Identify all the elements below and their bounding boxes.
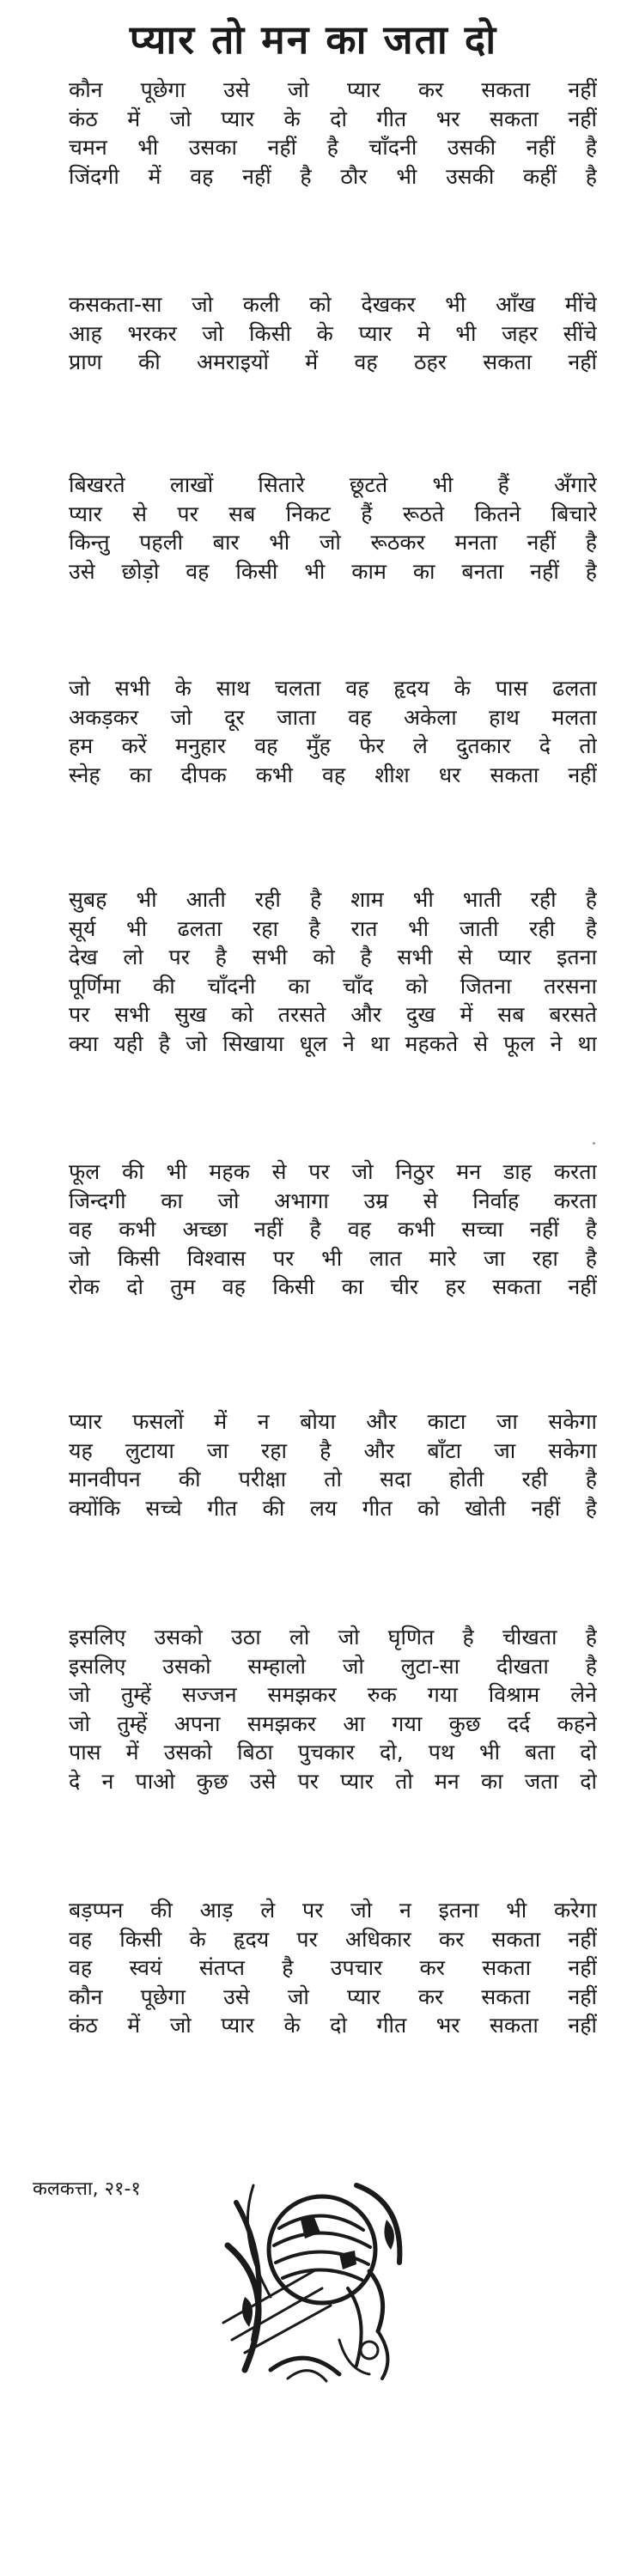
poem-line: जो तुम्हें सज्जन समझकर रुक गया विश्राम लेने <box>69 1682 597 1707</box>
poem-line: मानवीपन की परीक्षा तो सदा होती रही है <box>69 1467 597 1492</box>
poem-line: यह लुटाया जा रहा है और बाँटा जा सकेगा <box>69 1437 597 1463</box>
poem-line: सुबह भी आती रही है शाम भी भाती रही है <box>69 887 597 912</box>
poem-line: जो तुम्हें अपना समझकर आ गया कुछ दर्द कहने <box>69 1710 597 1736</box>
poem-line: सूर्य भी ढलता रहा है रात भी जाती रही है <box>69 915 597 941</box>
dateline: कलकत्ता, २१-१ <box>33 2178 141 2200</box>
poem-line: क्योंकि सच्चे गीत की लय गीत को खोती नहीं है <box>69 1495 597 1521</box>
poem-title: प्यार तो मन का जता दो <box>129 16 498 63</box>
poem-line: कौन पूछेगा उसे जो प्यार कर सकता नहीं <box>69 1984 597 2009</box>
poem-line: आह भरकर जो किसी के प्यार मे भी जहर सींचे <box>69 320 597 346</box>
poem-line: वह कभी अच्छा नहीं है वह कभी सच्चा नहीं है <box>69 1217 597 1242</box>
poem-line: जो किसी विश्वास पर भी लात मारे जा रहा है <box>69 1245 597 1271</box>
stanza-6 <box>69 1157 597 1302</box>
poem-line: रोक दो तुम वह किसी का चीर हर सकता नहीं <box>69 1274 597 1299</box>
stanza-8 <box>69 1623 597 1795</box>
poem-line: बड़प्पन की आड़ ले पर जो न इतना भी करेगा <box>69 1898 597 1923</box>
poem-line: क्या यही है जो सिखाया धूल ने था महकते से फूल ने था <box>69 1030 597 1056</box>
stanza-1 <box>69 76 597 191</box>
poem-line: कंठ में जो प्यार के दो गीत भर सकता नहीं <box>69 106 597 131</box>
stanza-2 <box>69 290 597 377</box>
decorative-illustration <box>219 2168 425 2383</box>
stanza-9 <box>69 1896 597 2040</box>
poem-line: कसकता-सा जो कली को देखकर भी आँख मींचे <box>69 292 597 317</box>
poem-line: स्नेह का दीपक कभी वह शीश धर सकता नहीं <box>69 762 597 787</box>
poem-line: प्यार से पर सब निकट हैं रूठते कितने बिचारे <box>69 501 597 526</box>
stanza-5 <box>69 885 597 1058</box>
poem-line: बिखरते लाखों सितारे छूटते भी हैं अँगारे <box>69 472 597 497</box>
speck <box>593 1142 595 1145</box>
poem-line: उसे छोड़ो वह किसी भी काम का बनता नहीं है <box>69 558 597 584</box>
stanza-4 <box>69 674 597 789</box>
poem-line: कंठ में जो प्यार के दो गीत भर सकता नहीं <box>69 2013 597 2038</box>
poem-line: पास में उसको बिठा पुचकार दो, पथ भी बता दो <box>69 1740 597 1765</box>
poem-line: हम करें मनुहार वह मुँह फेर ले दुतकार दे तो <box>69 733 597 758</box>
poem-line: देख लो पर है सभी को है सभी से प्यार इतना <box>69 945 597 969</box>
poem-line: फूल की भी महक से पर जो निठुर मन डाह करता <box>69 1159 597 1184</box>
poem-line: कौन पूछेगा उसे जो प्यार कर सकता नहीं <box>69 77 597 102</box>
poem-line: इसलिए उसको सम्हालो जो लुटा-सा दीखता है <box>69 1653 597 1679</box>
poem-line: प्राण की अमराइयों में वह ठहर सकता नहीं <box>69 349 597 374</box>
poem-line: जिन्दगी का जो अभागा उम्र से निर्वाह करता <box>69 1188 597 1213</box>
poem-line: वह स्वयं संतप्त है उपचार कर सकता नहीं <box>69 1955 597 1980</box>
poem-line: जो सभी के साथ चलता वह हृदय के पास ढलता <box>69 676 597 701</box>
poem-line: दे न पाओ कुछ उसे पर प्यार तो मन का जता दो <box>69 1768 597 1794</box>
poem-line: वह किसी के हृदय पर अधिकार कर सकता नहीं <box>69 1926 597 1952</box>
stanza-7 <box>69 1407 597 1522</box>
poem-line: चमन भी उसका नहीं है चाँदनी उसकी नहीं है <box>69 135 597 160</box>
poem-line: अकड़कर जो दूर जाता वह अकेला हाथ मलता <box>69 704 597 730</box>
stanza-3 <box>69 471 597 586</box>
poem-line: पूर्णिमा की चाँदनी का चाँद को जितना तरसना <box>69 973 597 999</box>
poem-line: जिंदगी में वह नहीं है ठौर भी उसकी कहीं है <box>69 163 597 189</box>
poem-line: किन्तु पहली बार भी जो रूठकर मनता नहीं है <box>69 530 597 555</box>
poem-line: इसलिए उसको उठा लो जो घृणित है चीखता है <box>69 1625 597 1649</box>
poem-line: पर सभी सुख को तरसते और दुख में सब बरसते <box>69 1002 597 1027</box>
poem-line: प्यार फसलों में न बोया और काटा जा सकेगा <box>69 1409 597 1434</box>
